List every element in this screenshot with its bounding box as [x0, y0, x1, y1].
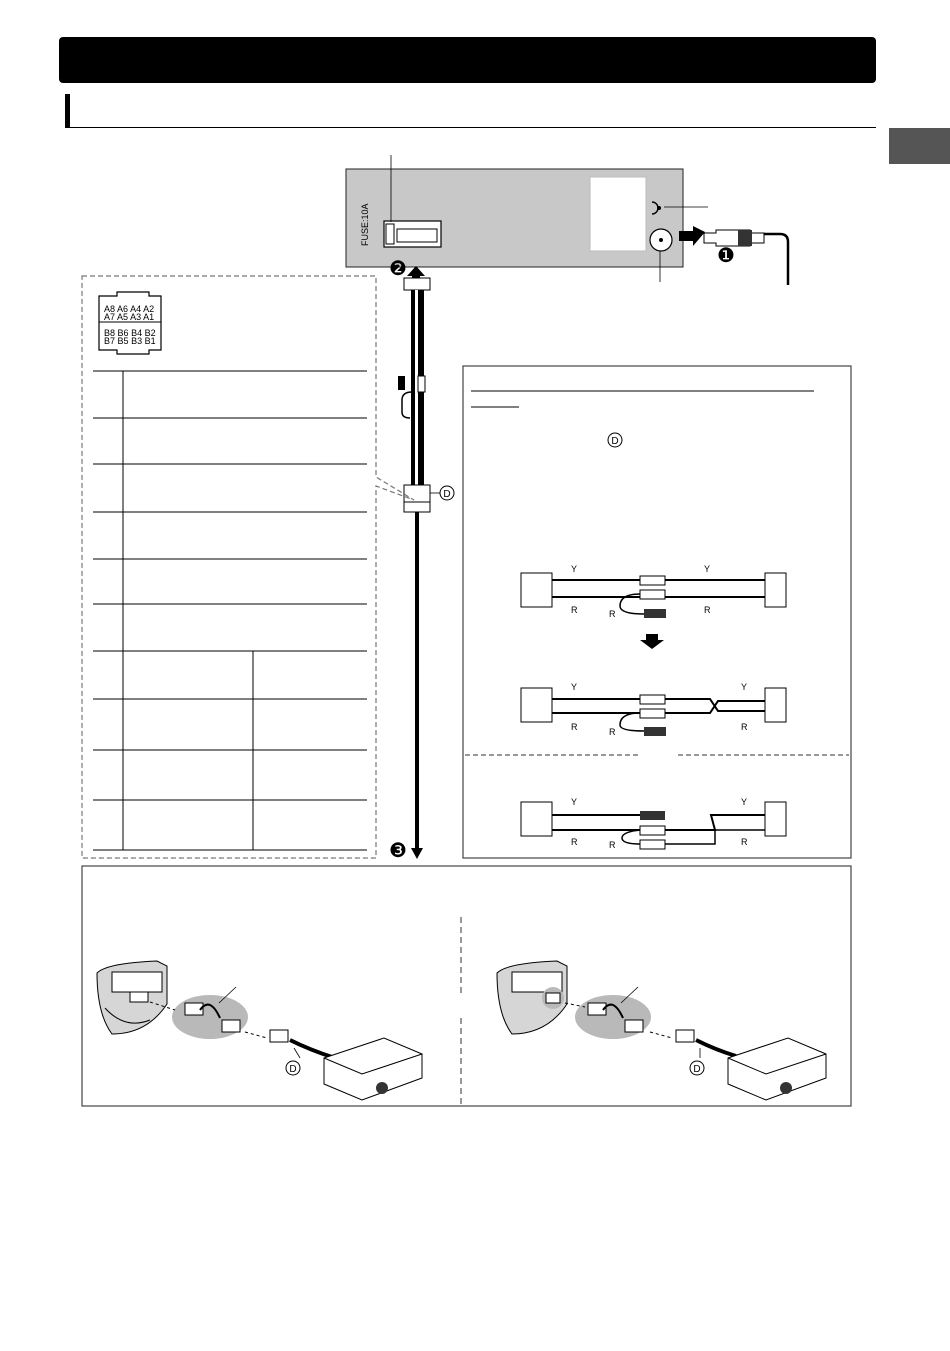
step-three-marker: ❸	[389, 840, 407, 862]
wire-r-label: R	[741, 837, 748, 847]
wire-y-label: Y	[571, 797, 578, 807]
pin-row-a-lower: A7 A5 A3 A1	[104, 312, 155, 322]
installation-illustration-left	[97, 961, 422, 1100]
wire-r-label: R	[704, 605, 711, 615]
harness-diagram-swapped	[521, 682, 786, 737]
fuse-label: FUSE:10A	[360, 203, 370, 246]
wire-y-label: Y	[741, 797, 748, 807]
wire-r-label: R	[571, 722, 578, 732]
pin-row-a: A8 A6 A4 A2	[104, 304, 155, 314]
connector-d-callout-right: D	[693, 1064, 701, 1075]
harness-diagram-default	[521, 564, 786, 619]
wire-r-label: R	[741, 722, 748, 732]
connector-d-note: D	[611, 436, 619, 447]
pin-assignment-panel	[82, 276, 414, 858]
head-unit-rear-panel	[346, 169, 683, 267]
step-one-marker: ❶	[717, 245, 735, 267]
main-harness-cable	[398, 266, 440, 859]
wire-r-label: R	[609, 840, 616, 850]
installation-illustration-right	[497, 961, 826, 1100]
wire-r-label: R	[609, 727, 616, 737]
connector-d-callout-left: D	[289, 1064, 297, 1075]
wire-y-label: Y	[704, 564, 711, 574]
iso-connector-drawing	[99, 292, 161, 354]
pin-row-b-lower: B7 B5 B3 B1	[104, 336, 156, 346]
harness-diagram-alternate	[521, 797, 786, 850]
wire-r-label: R	[571, 837, 578, 847]
pin-table-grid	[93, 371, 367, 850]
wire-y-label: Y	[741, 682, 748, 692]
wire-y-label: Y	[571, 564, 578, 574]
step-two-marker: ❷	[389, 258, 407, 280]
wire-y-label: Y	[571, 682, 578, 692]
pin-row-b: B8 B6 B4 B2	[104, 328, 156, 338]
wire-r-label: R	[609, 609, 616, 619]
wire-r-label: R	[571, 605, 578, 615]
connector-d-callout: D	[443, 489, 451, 500]
